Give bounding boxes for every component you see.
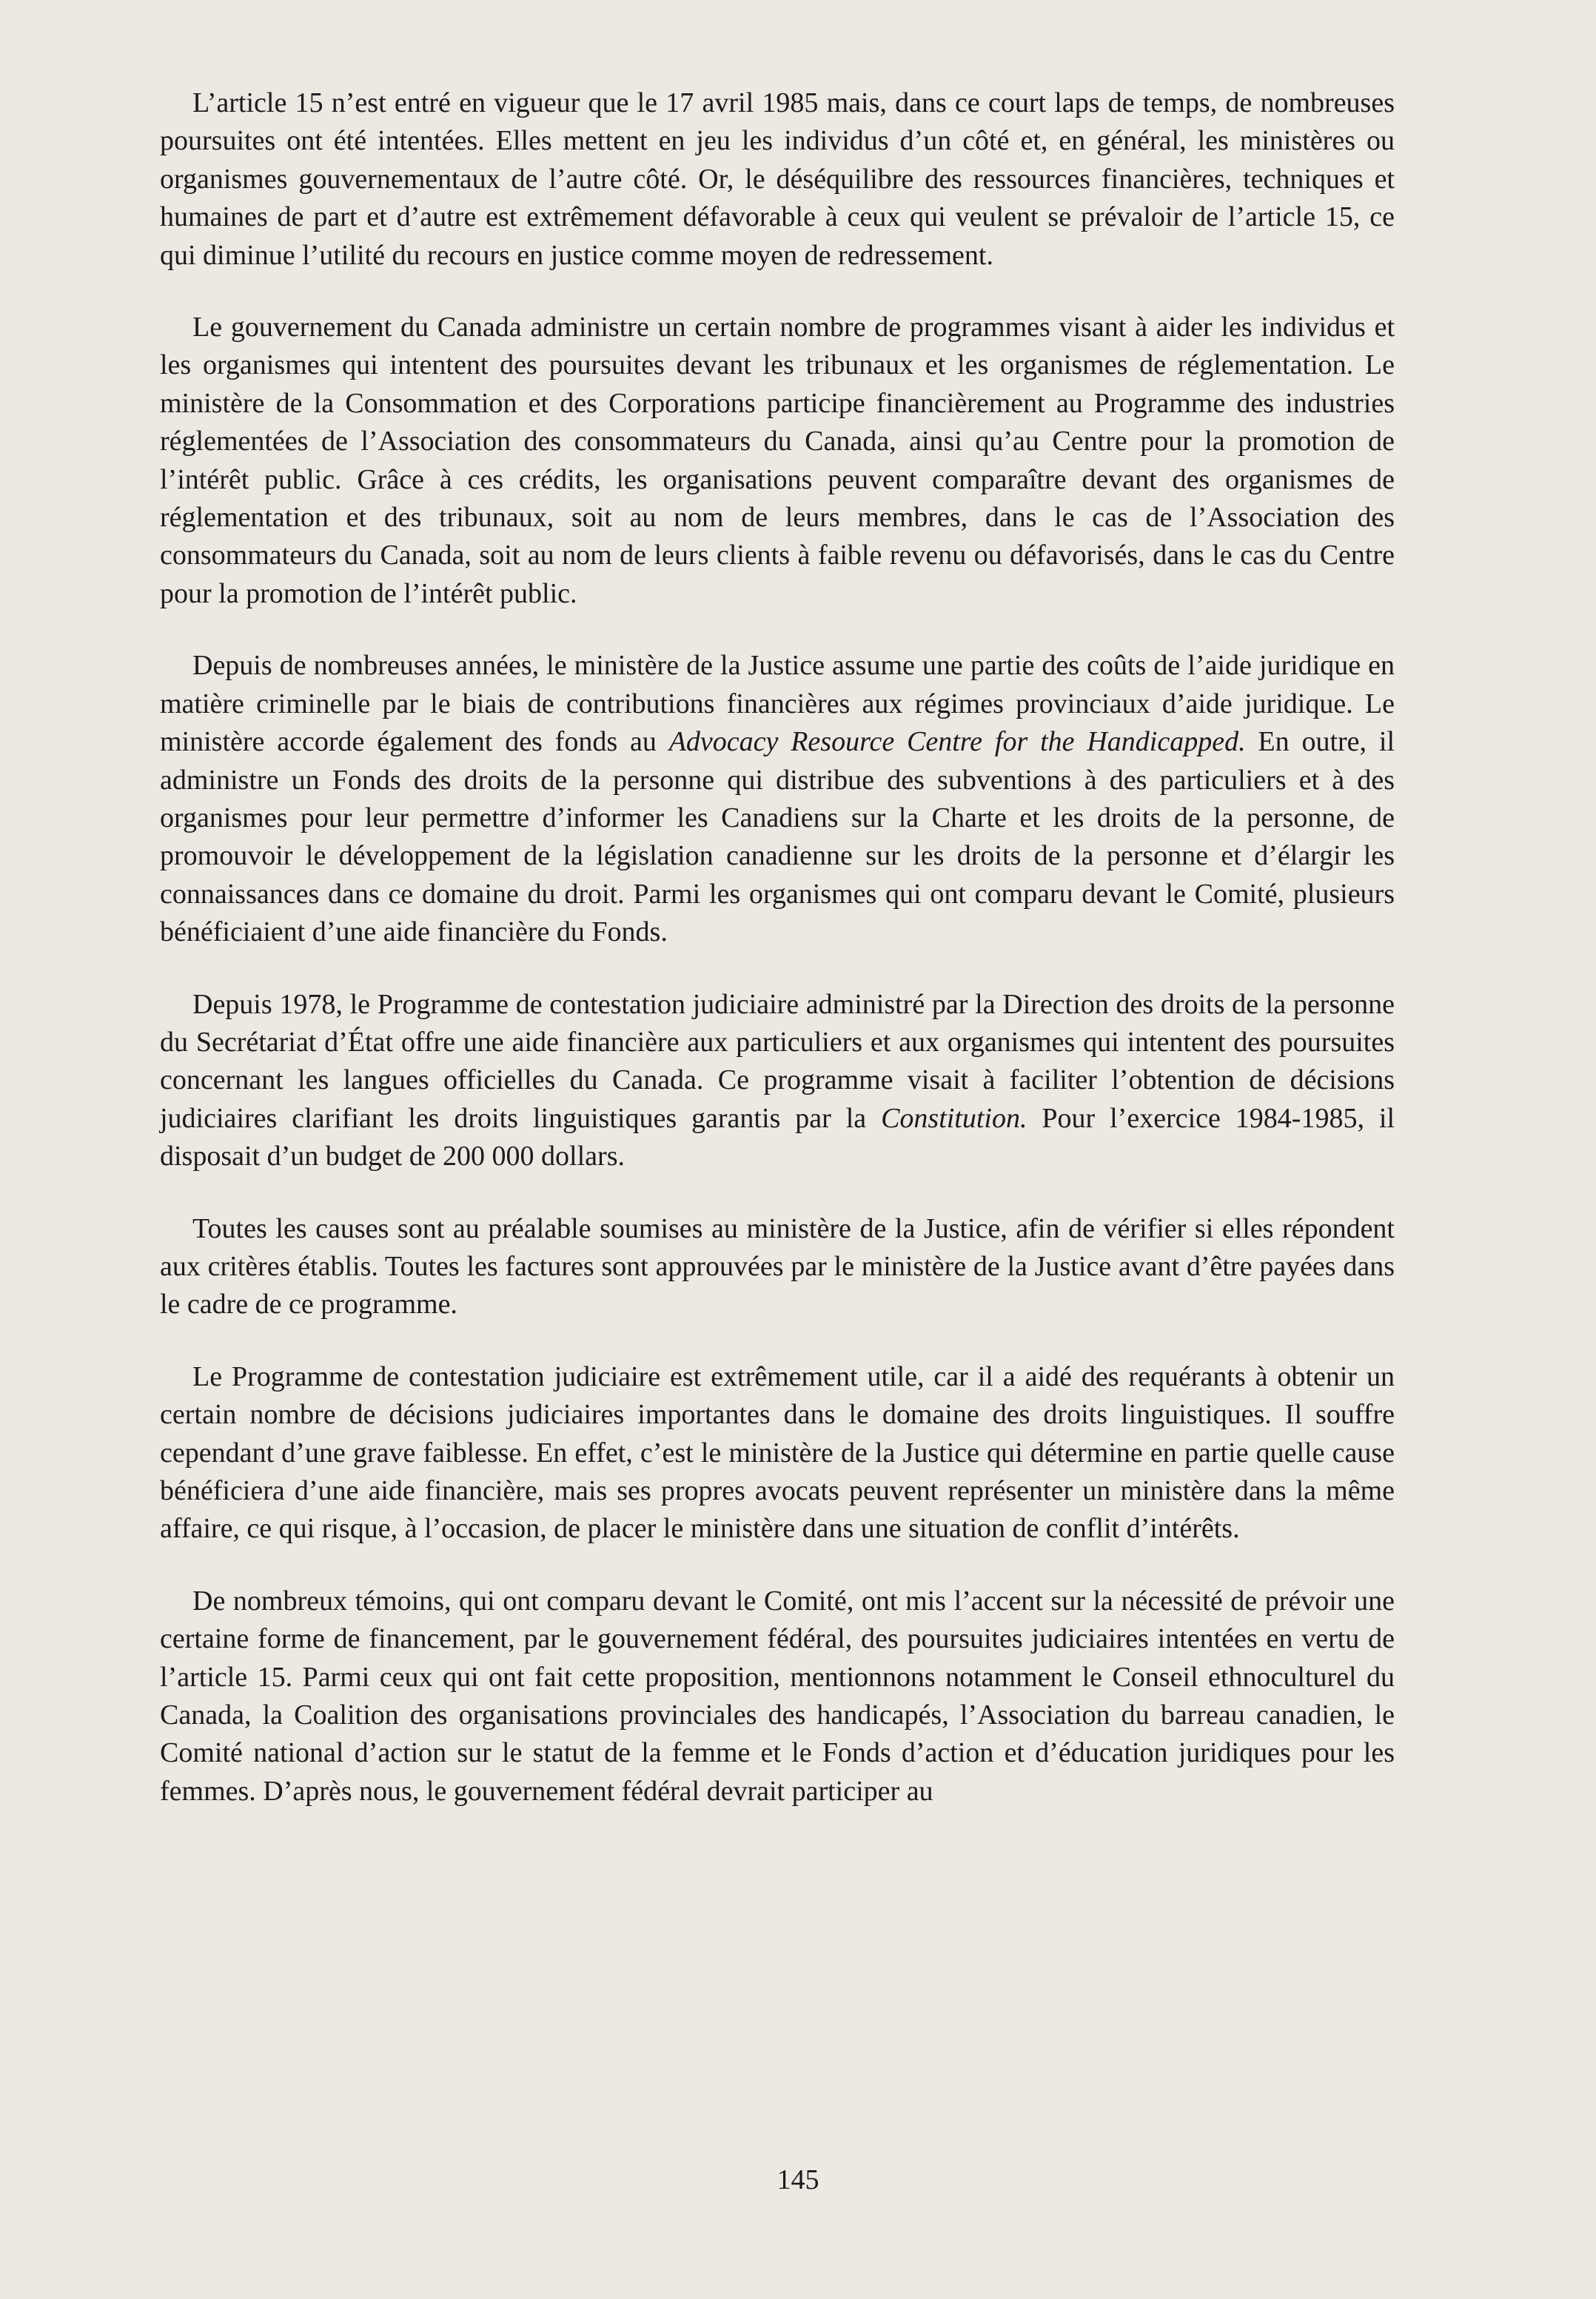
paragraph-text: Depuis de nombreuses années, le ministère de la Justice assume une partie des coûts de l’aide juridique en matière criminelle par le biais de contributions financières aux régimes provinciaux d’aide juridique. Le ministère accorde également des fonds au [160,650,1395,758]
paragraph-text: De nombreux témoins, qui ont comparu devant le Comité, ont mis l’accent sur la nécessité de prévoir une certaine forme de financement, par le gouvernement fédéral, des poursuites judiciaires intentées en vertu de l’article 15. Parmi ceux qui ont fait cette proposition, mentionnons notamment le Conseil ethnoculturel du Canada, la Coalition des organisations provinciales des handicapés, l’Association du barreau canadien, le Comité national d’action sur le statut de la femme et le Fonds d’action et d’éducation juridiques pour les femmes. D’après nous, le gouvernement fédéral devrait participer au [160,1585,1395,1807]
paragraph-court-challenges [160,986,1395,1176]
body-text [160,84,1395,1845]
paragraph-text: Depuis 1978, le Programme de contestation judiciaire administré par la Direction des droits de la personne du Secrétariat d’État offre une aide financière aux particuliers et aux organismes qui intentent des poursuites concernant les langues officielles du Canada. Ce programme visait à faciliter l’obtention de décisions judiciaires clarifiant les droits linguistiques garantis par la [160,988,1395,1134]
paragraph-causes-review [160,1210,1395,1324]
paragraph-text: En outre, il administre un Fonds des droits de la personne qui distribue des subventions à des particuliers et à des organismes pour leur permettre d’informer les Canadiens sur la Charte et les droits de la personne, de promouvoir le développement de la législation canadienne sur les droits de la personne et d’élargir les connaissances dans ce domaine du droit. Parmi les organismes qui ont comparu devant le Comité, plusieurs bénéficiaient d’une aide financière du Fonds. [160,726,1395,948]
italic-constitution: Constitution. [881,1102,1027,1134]
paragraph-text: Le Programme de contestation judiciaire est extrêmement utile, car il a aidé des requérants à obtenir un certain nombre de décisions judiciaires importantes dans le domaine des droits linguistiques. Il souffre cependant d’une grave faiblesse. En effet, c’est le ministère de la Justice qui détermine en partie quelle cause bénéficiera d’une aide financière, mais ses propres avocats peuvent représenter un ministère dans la même affaire, ce qui risque, à l’occasion, de placer le ministère dans une situation de conflit d’intérêts. [160,1360,1395,1545]
paragraph-article-15 [160,84,1395,275]
paragraph-text: Pour l’exercice 1984-1985, il disposait d’un budget de 200 000 dollars. [160,1102,1395,1172]
paragraph-text: Le gouvernement du Canada administre un certain nombre de programmes visant à aider les individus et les organismes qui intentent des poursuites devant les tribunaux et les organismes de réglementation. Le ministère de la Consommation et des Corporations participe financièrement au Programme des industries réglementées de l’Association des consommateurs du Canada, ainsi qu’au Centre pour la promotion de l’intérêt public. Grâce à ces crédits, les organisations peuvent comparaître devant des organismes de réglementation et des tribunaux, soit au nom de leurs membres, dans le cas de l’Association des consommateurs du Canada, soit au nom de leurs clients à faible revenu ou défavorisés, dans le cas du Centre pour la promotion de l’intérêt public. [160,312,1395,609]
paragraph-justice-ministry [160,647,1395,951]
paragraph-program-weakness [160,1358,1395,1548]
paragraph-text: L’article 15 n’est entré en vigueur que le 17 avril 1985 mais, dans ce court laps de temps, de nombreuses poursuites ont été intentées. Elles mettent en jeu les individus d’un côté et, en général, les ministères ou organismes gouvernementaux de l’autre côté. Or, le déséquilibre des ressources financières, techniques et humaines de part et d’autre est extrêmement défavorable à ceux qui veulent se prévaloir de l’article 15, ce qui diminue l’utilité du recours en justice comme moyen de redressement. [160,87,1395,271]
paragraph-witnesses [160,1583,1395,1810]
italic-organization-name: Advocacy Resource Centre for the Handicapped. [668,726,1246,758]
paragraph-text: Toutes les causes sont au préalable soumises au ministère de la Justice, afin de vérifier si elles répondent aux critères établis. Toutes les factures sont approuvées par le ministère de la Justice avant d’être payées dans le cadre de ce programme. [160,1212,1395,1320]
paragraph-government-programs [160,309,1395,613]
page-number: 145 [777,2164,819,2195]
